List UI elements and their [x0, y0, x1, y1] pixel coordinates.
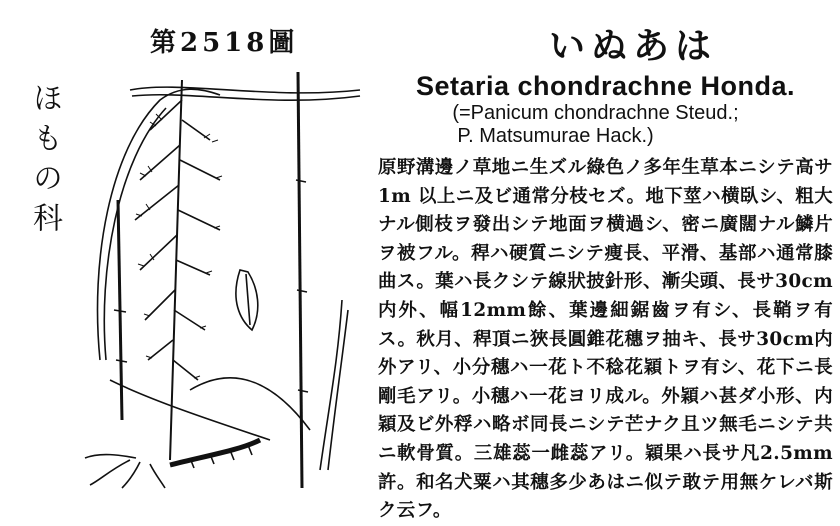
synonym-line-2: P. Matsumurae Hack.) — [457, 125, 654, 147]
scientific-name: Setaria chondrachne Honda. — [415, 71, 796, 101]
figure-number: 第2518圖 — [150, 28, 299, 58]
family-name: ほもの科 — [27, 82, 62, 242]
text-column — [378, 18, 833, 526]
japanese-name: いぬあは — [548, 25, 717, 67]
synonym-line-1: (=Panicum chondrachne Steud.; — [452, 102, 739, 124]
description-text: 原野溝邊ノ草地ニ生ズル綠色ノ多年生草本ニシテ高サ 1m 以上ニ及ビ通常分枝セズ。地下莖ハ横臥シ、粗大ナル側枝ヲ發出シテ地面ヲ横過シ、密ニ廣闊ナル鱗片ヲ被フル。稈ハ硬質ニシテ痩長、平滑、基部ハ通常膝曲ス。葉ハ長クシテ線狀披針形、漸尖頭、長サ30cm内外、幅12mm餘、葉邊細鋸齒ヲ有シ、長鞘ヲ有ス。秋月、稈頂ニ狹長圓錐花穗ヲ抽キ、長サ30cm内外アリ、小分穗ハ一花ト不稔花穎トヲ有シ、花下ニ長剛毛アリ。小穗ハ一花ヨリ成ル。外穎ハ甚ダ小形、内穎及ビ外稃ハ略ボ同長ニシテ芒ナク且ツ無毛ニシテ共ニ軟骨質。三雄蕊一雌蕊アリ。穎果ハ長サ凡2.5mm 許。和名犬粟ハ其穗多少あはニ似テ敢テ用無ケレバ斯ク云フ。 — [378, 157, 833, 522]
